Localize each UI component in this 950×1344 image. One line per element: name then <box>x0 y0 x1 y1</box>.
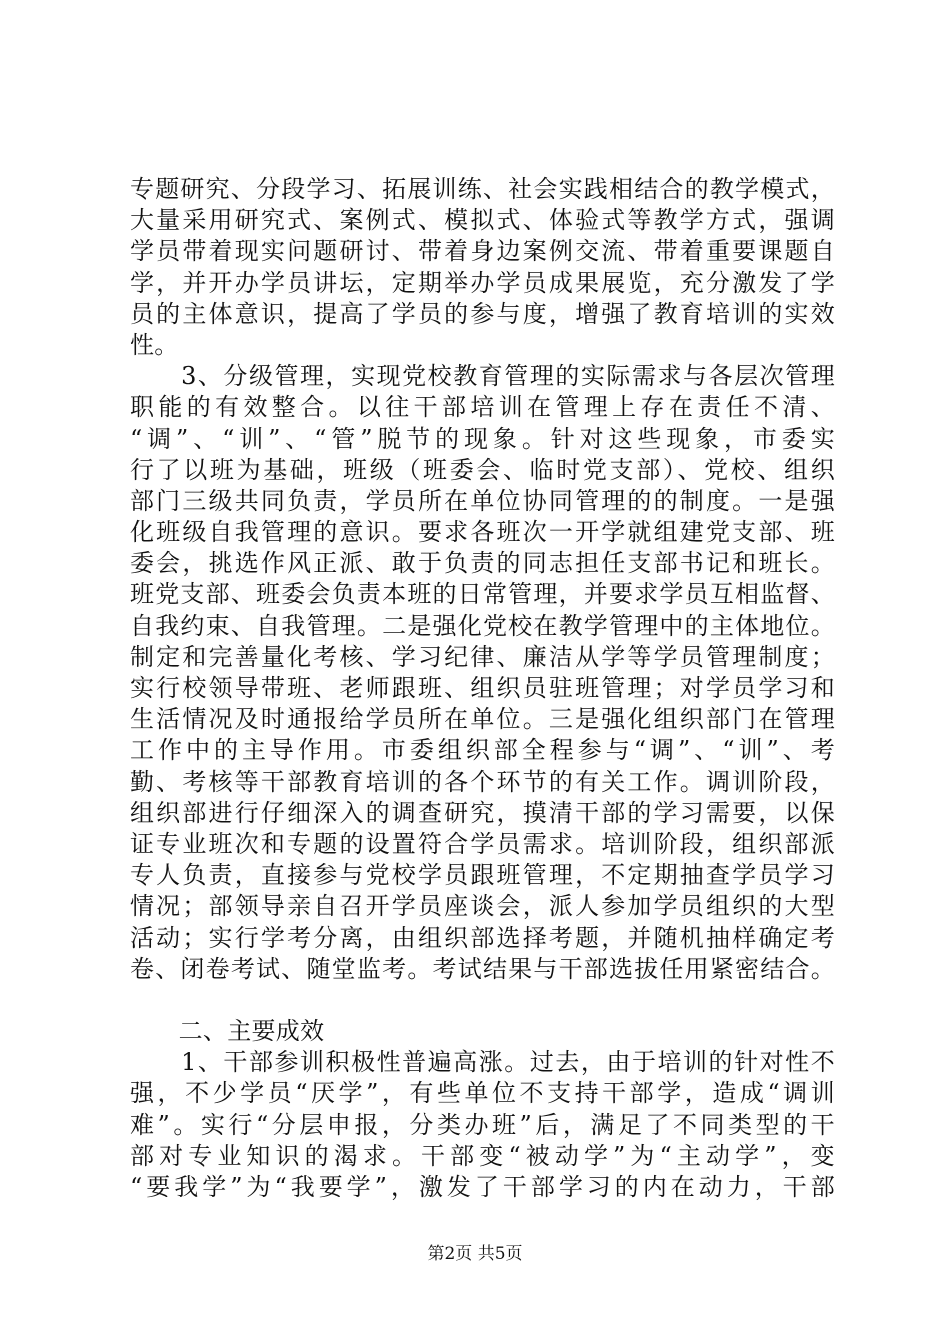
text-line: 实行校领导带班、老师跟班、组织员驻班管理；对学员学习和 <box>130 674 835 702</box>
text-line: 生活情况及时通报给学员所在单位。三是强化组织部门在管理 <box>130 705 835 734</box>
text-line: 情况；部领导亲自召开学员座谈会，派人参加学员组织的大型 <box>130 892 835 921</box>
text-line: 大量采用研究式、案例式、模拟式、体验式等教学方式，强调 <box>130 206 835 235</box>
text-line: 行了以班为基础，班级（班委会、临时党支部）、党校、组织 <box>130 455 835 484</box>
text-line: “调”、“训”、“管”脱节的现象。针对这些现象，市委实 <box>130 424 835 453</box>
text-line: 部对专业知识的渴求。干部变“被动学”为“主动学”，变 <box>130 1141 835 1170</box>
text-line: 活动；实行学考分离，由组织部选择考题，并随机抽样确定考 <box>130 923 835 952</box>
text-line: 委会，挑选作风正派、敢于负责的同志担任支部书记和班长。 <box>130 549 835 578</box>
text-line: 强，不少学员“厌学”，有些单位不支持干部学，造成“调训 <box>130 1079 835 1108</box>
text-line: 3、分级管理，实现党校教育管理的实际需求与各层次管理 <box>130 362 835 391</box>
text-line: 学员带着现实问题研讨、带着身边案例交流、带着重要课题自 <box>130 237 835 266</box>
section-heading: 二、主要成效 <box>130 1017 325 1046</box>
text-line: 难”。实行“分层申报，分类办班”后，满足了不同类型的干 <box>130 1110 835 1139</box>
text-line: 专人负责，直接参与党校学员跟班管理，不定期抽查学员学习 <box>130 861 835 890</box>
text-line: 工作中的主导作用。市委组织部全程参与“调”、“训”、考 <box>130 736 835 765</box>
text-line: 部门三级共同负责，学员所在单位协同管理的的制度。一是强 <box>130 486 835 515</box>
text-line: 员的主体意识，提高了学员的参与度，增强了教育培训的实效 <box>130 299 835 328</box>
text-line: 职能的有效整合。以往干部培训在管理上存在责任不清、 <box>130 393 835 422</box>
text-line: 勤、考核等干部教育培训的各个环节的有关工作。调训阶段， <box>130 767 835 796</box>
paragraph-gap <box>130 985 835 1016</box>
text-line: 化班级自我管理的意识。要求各班次一开学就组建党支部、班 <box>130 518 835 547</box>
text-line: 学，并开办学员讲坛，定期举办学员成果展览，充分激发了学 <box>130 268 835 297</box>
document-body <box>130 174 835 1203</box>
text-line: 自我约束、自我管理。二是强化党校在教学管理中的主体地位。 <box>130 611 835 640</box>
text-line: 性。 <box>130 330 179 359</box>
text-line: 专题研究、分段学习、拓展训练、社会实践相结合的教学模式， <box>130 175 835 203</box>
text-line: 制定和完善量化考核、学习纪律、廉洁从学等学员管理制度； <box>130 642 835 671</box>
text-line: 班党支部、班委会负责本班的日常管理，并要求学员互相监督、 <box>130 580 835 609</box>
text-line: 组织部进行仔细深入的调查研究，摸清干部的学习需要，以保 <box>130 798 835 827</box>
text-line: “要我学”为“我要学”，激发了干部学习的内在动力，干部 <box>130 1173 835 1201</box>
text-line: 卷、闭卷考试、随堂监考。考试结果与干部选拔任用紧密结合。 <box>130 954 835 983</box>
text-line: 1、干部参训积极性普遍高涨。过去，由于培训的针对性不 <box>130 1048 835 1077</box>
text-line: 证专业班次和专题的设置符合学员需求。培训阶段，组织部派 <box>130 829 835 858</box>
page-number-footer: 第2页 共5页 <box>427 1244 523 1264</box>
